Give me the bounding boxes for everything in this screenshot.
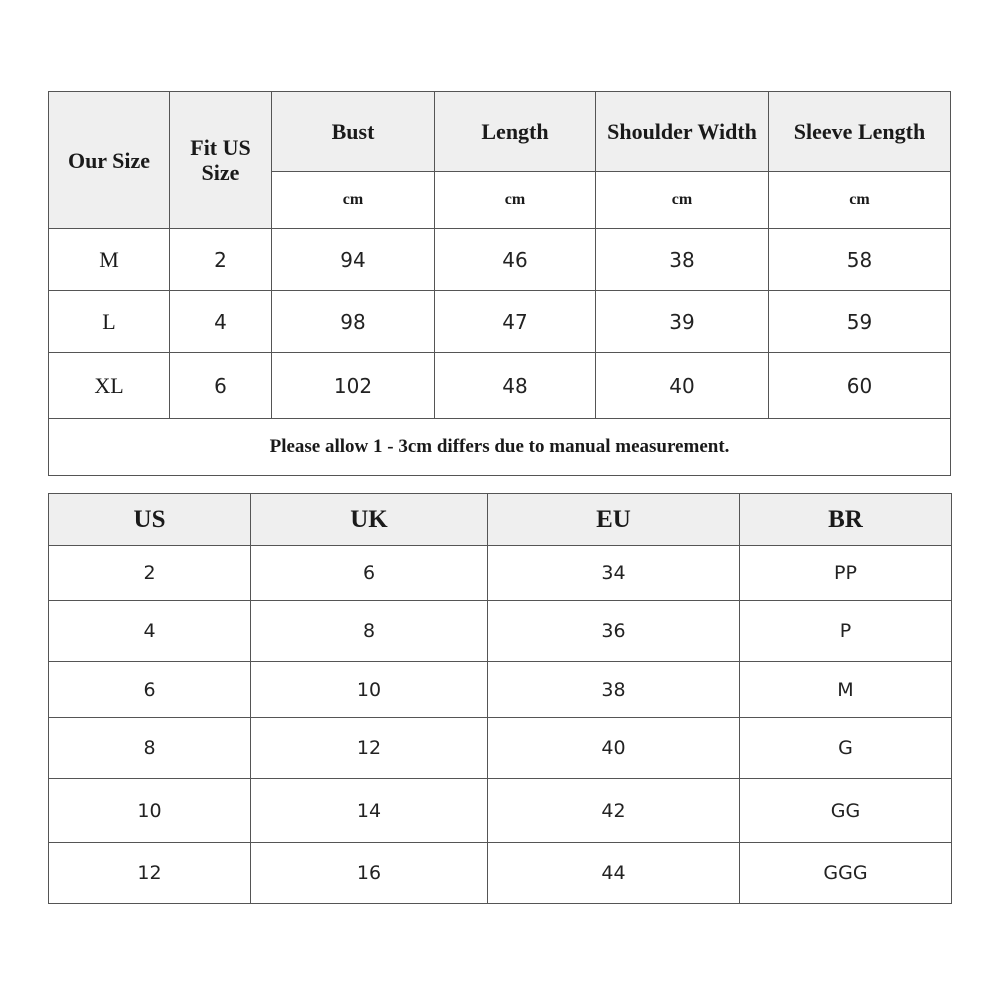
header-our-size: Our Size bbox=[49, 92, 170, 229]
eu-cell: 34 bbox=[488, 546, 740, 601]
uk-cell: 10 bbox=[251, 662, 488, 718]
sleeve-cell: 59 bbox=[769, 291, 951, 353]
br-cell: P bbox=[740, 601, 952, 662]
our-size-cell: XL bbox=[49, 353, 170, 419]
header-fit-us-size: Fit US Size bbox=[170, 92, 272, 229]
sleeve-cell: 58 bbox=[769, 229, 951, 291]
uk-cell: 14 bbox=[251, 779, 488, 843]
br-cell: PP bbox=[740, 546, 952, 601]
header-length: Length bbox=[435, 92, 596, 172]
br-cell: G bbox=[740, 718, 952, 779]
our-size-cell: M bbox=[49, 229, 170, 291]
us-cell: 4 bbox=[49, 601, 251, 662]
eu-cell: 44 bbox=[488, 843, 740, 904]
header-uk: UK bbox=[251, 494, 488, 546]
eu-cell: 40 bbox=[488, 718, 740, 779]
table-row bbox=[49, 229, 951, 291]
our-size-cell: L bbox=[49, 291, 170, 353]
br-cell: M bbox=[740, 662, 952, 718]
bust-cell: 102 bbox=[272, 353, 435, 419]
table-row bbox=[49, 843, 952, 904]
table-row bbox=[49, 779, 952, 843]
fit-us-cell: 6 bbox=[170, 353, 272, 419]
bust-cell: 94 bbox=[272, 229, 435, 291]
table-row bbox=[49, 291, 951, 353]
size-conversion-table bbox=[48, 493, 952, 904]
br-cell: GGG bbox=[740, 843, 952, 904]
header-bust: Bust bbox=[272, 92, 435, 172]
uk-cell: 16 bbox=[251, 843, 488, 904]
size-measurement-table bbox=[48, 91, 951, 476]
eu-cell: 36 bbox=[488, 601, 740, 662]
table-row bbox=[49, 353, 951, 419]
shoulder-cell: 40 bbox=[596, 353, 769, 419]
table-row bbox=[49, 718, 952, 779]
uk-cell: 6 bbox=[251, 546, 488, 601]
fit-us-cell: 4 bbox=[170, 291, 272, 353]
eu-cell: 38 bbox=[488, 662, 740, 718]
header-sleeve-length: Sleeve Length bbox=[769, 92, 951, 172]
unit-shoulder-width: cm bbox=[596, 172, 769, 229]
table-row bbox=[49, 601, 952, 662]
us-cell: 12 bbox=[49, 843, 251, 904]
bust-cell: 98 bbox=[272, 291, 435, 353]
header-eu: EU bbox=[488, 494, 740, 546]
unit-bust: cm bbox=[272, 172, 435, 229]
us-cell: 6 bbox=[49, 662, 251, 718]
us-cell: 8 bbox=[49, 718, 251, 779]
header-br: BR bbox=[740, 494, 952, 546]
measurement-note: Please allow 1 - 3cm differs due to manual measurement. bbox=[49, 419, 951, 476]
eu-cell: 42 bbox=[488, 779, 740, 843]
us-cell: 10 bbox=[49, 779, 251, 843]
table-row bbox=[49, 662, 952, 718]
length-cell: 46 bbox=[435, 229, 596, 291]
table-row bbox=[49, 546, 952, 601]
header-shoulder-width: Shoulder Width bbox=[596, 92, 769, 172]
us-cell: 2 bbox=[49, 546, 251, 601]
br-cell: GG bbox=[740, 779, 952, 843]
fit-us-cell: 2 bbox=[170, 229, 272, 291]
length-cell: 47 bbox=[435, 291, 596, 353]
unit-length: cm bbox=[435, 172, 596, 229]
uk-cell: 8 bbox=[251, 601, 488, 662]
shoulder-cell: 38 bbox=[596, 229, 769, 291]
sleeve-cell: 60 bbox=[769, 353, 951, 419]
header-us: US bbox=[49, 494, 251, 546]
unit-sleeve-length: cm bbox=[769, 172, 951, 229]
uk-cell: 12 bbox=[251, 718, 488, 779]
length-cell: 48 bbox=[435, 353, 596, 419]
shoulder-cell: 39 bbox=[596, 291, 769, 353]
